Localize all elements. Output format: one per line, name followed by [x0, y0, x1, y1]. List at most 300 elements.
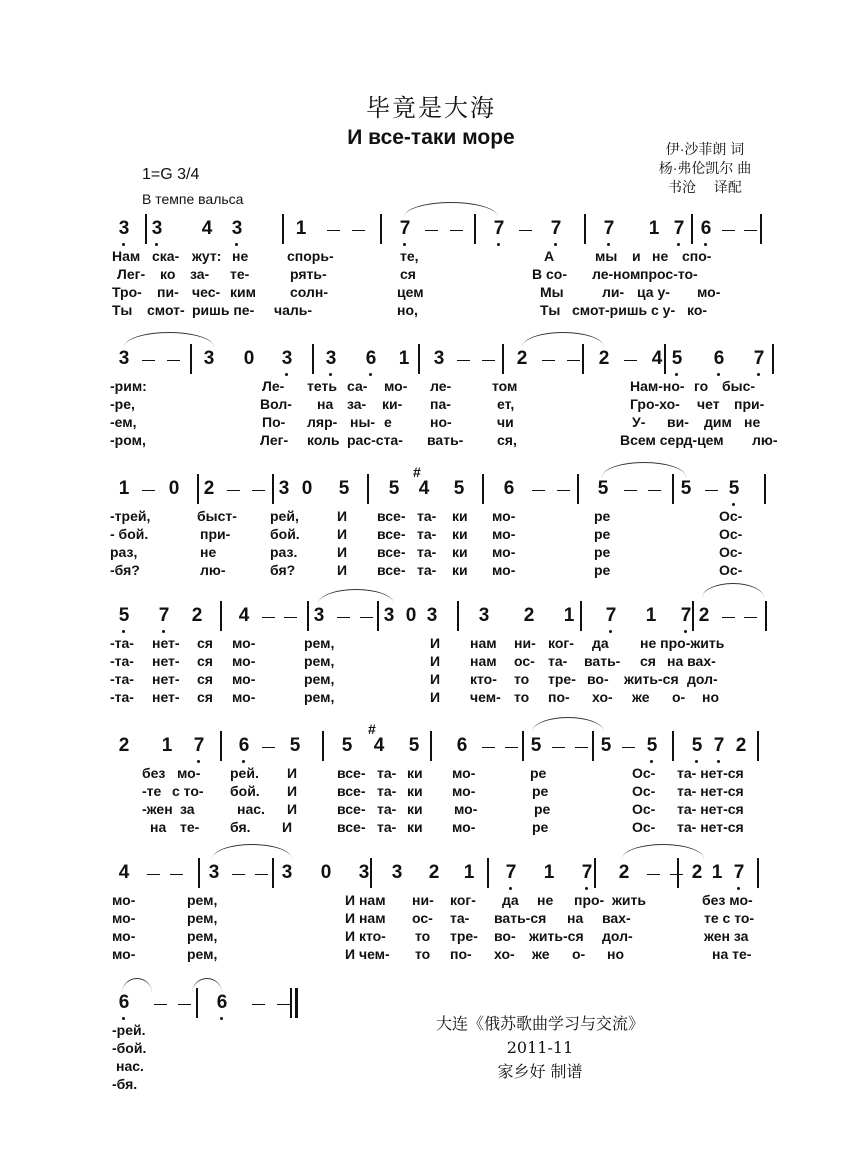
note: 2 [618, 862, 630, 883]
lyrics-verse-3 [112, 284, 772, 301]
note: 5 [600, 735, 612, 756]
lyric-syllable: та- [417, 508, 437, 524]
lyric-syllable: жен за [704, 928, 749, 944]
lyric-syllable: мо- [232, 689, 256, 705]
lyric-syllable: ки [407, 801, 423, 817]
extension-dash [262, 747, 275, 748]
barline [220, 731, 222, 761]
footer-author: 家乡好 制谱 [497, 1062, 583, 1081]
lyric-syllable: А [544, 248, 555, 264]
lyric-syllable: мо- [112, 910, 136, 926]
lyric-syllable: ли- [602, 284, 625, 300]
lyric-syllable: мо- [492, 526, 516, 542]
barline [322, 731, 324, 761]
lyric-syllable: Мы [540, 284, 564, 300]
note: 5 [646, 735, 658, 756]
lyric-syllable: все- [377, 544, 406, 560]
composer-credit: 杨·弗伦凯尔 曲 [658, 160, 752, 176]
note: 7 [733, 862, 745, 883]
notation-row [112, 348, 772, 376]
lyric-syllable: смот- [147, 302, 185, 318]
lyric-syllable: ко [160, 266, 176, 282]
lyric-syllable: на [150, 819, 167, 835]
note: 3 [208, 862, 220, 883]
lyric-syllable: мо- [232, 635, 256, 651]
note: 7 [505, 862, 517, 883]
lyric-syllable: то [514, 671, 530, 687]
lyric-syllable: В со- [532, 266, 567, 282]
extension-dash [575, 747, 588, 748]
note: 0 [405, 605, 417, 626]
credits [650, 140, 760, 197]
lyric-syllable: чи [497, 414, 514, 430]
note: 1 [398, 348, 410, 369]
lyric-syllable: ре [594, 544, 611, 560]
lyric-syllable: да [502, 892, 519, 908]
barline [220, 601, 222, 631]
lyric-syllable: рем, [187, 946, 218, 962]
lyric-syllable: И [430, 689, 441, 705]
lyric-syllable: рей, [270, 508, 299, 524]
lyric-syllable: жут: [192, 248, 222, 264]
lyric-syllable: И чем- [345, 946, 390, 962]
lyric-syllable: по- [450, 946, 472, 962]
lyric-syllable: хо- [494, 946, 515, 962]
note: 3 [358, 862, 370, 883]
barline [190, 344, 192, 374]
lyric-syllable: все- [337, 801, 366, 817]
lyric-syllable: лю- [200, 562, 226, 578]
extension-dash [178, 1004, 191, 1005]
note: 5 [530, 735, 542, 756]
note: 1 [648, 218, 660, 239]
footer-source: 大连《俄苏歌曲学习与交流》 [435, 1014, 644, 1033]
note: 1 [118, 478, 130, 499]
lyric-syllable: рас-ста- [347, 432, 403, 448]
barline [757, 858, 759, 888]
lyric-syllable: не [652, 248, 669, 264]
lyric-syllable: мо- [177, 765, 201, 781]
lyric-syllable: по- [548, 689, 570, 705]
barline [664, 344, 666, 374]
note: 1 [463, 862, 475, 883]
lyric-syllable: -рим: [110, 378, 147, 394]
lyric-syllable: на [317, 396, 334, 412]
lyric-syllable: пи- [157, 284, 179, 300]
lyric-syllable: спо- [682, 248, 712, 264]
note: 5 [408, 735, 420, 756]
lyric-syllable: И нам [345, 892, 386, 908]
lyric-syllable: ле-ном [592, 266, 641, 282]
notation-row [112, 218, 772, 246]
barline [772, 344, 774, 374]
lyric-syllable: ким [230, 284, 256, 300]
lyric-syllable: мо- [112, 946, 136, 962]
lyric-syllable: то [415, 946, 431, 962]
lyric-syllable: И [282, 819, 293, 835]
note: 5 [341, 735, 353, 756]
lyric-syllable: И [337, 508, 348, 524]
notation-row [112, 605, 772, 633]
barline [370, 858, 372, 888]
extension-dash [482, 747, 495, 748]
lyric-syllable: рем, [304, 689, 335, 705]
note: 7 [493, 218, 505, 239]
barline [760, 214, 762, 244]
tempo-marking: В темпе вальса [142, 191, 244, 207]
barline [367, 474, 369, 504]
lyrics-verse-4 [112, 302, 772, 319]
lyric-syllable: все- [337, 783, 366, 799]
note: 3 [391, 862, 403, 883]
lyric-syllable: Лег- [260, 432, 289, 448]
lyric-syllable: бой. [230, 783, 260, 799]
note: 3 [203, 348, 215, 369]
note: 6 [700, 218, 712, 239]
lyric-syllable: Ос- [632, 765, 656, 781]
note: 7 [550, 218, 562, 239]
lyric-syllable: да [592, 635, 609, 651]
lyric-syllable: ся [197, 671, 213, 687]
lyric-syllable: ки [452, 562, 468, 578]
lyric-syllable: И [287, 801, 298, 817]
lyrics-verse-2 [112, 910, 772, 927]
note: 5 [453, 478, 465, 499]
extension-dash [425, 230, 438, 231]
extension-dash [262, 617, 275, 618]
lyric-syllable: кто- [470, 671, 497, 687]
lyric-syllable: вать- [427, 432, 464, 448]
lyric-syllable: за- [190, 266, 210, 282]
lyric-syllable: раз, [110, 544, 138, 560]
lyric-syllable: солн- [290, 284, 329, 300]
lyric-syllable: с то- [172, 783, 204, 799]
note: 3 [383, 605, 395, 626]
barline [592, 731, 594, 761]
note: 5 [728, 478, 740, 499]
lyric-syllable: Лег- [117, 266, 146, 282]
lyric-syllable: ся, [497, 432, 517, 448]
lyric-syllable: то [415, 928, 431, 944]
lyric-syllable: жить-ся [529, 928, 584, 944]
lyric-syllable: го [694, 378, 709, 394]
note: 7 [680, 605, 692, 626]
lyric-syllable: Ос- [719, 562, 743, 578]
lyric-syllable: ос- [514, 653, 535, 669]
extension-dash [532, 490, 545, 491]
barline [380, 214, 382, 244]
barline [418, 344, 420, 374]
note: 5 [671, 348, 683, 369]
barline [764, 474, 766, 504]
lyric-syllable: Нам [112, 248, 141, 264]
lyric-syllable: но [607, 946, 625, 962]
lyric-syllable: ришь пе- [192, 302, 255, 318]
lyric-syllable: те, [400, 248, 419, 264]
lyric-syllable: рем, [187, 910, 218, 926]
lyric-syllable: не [537, 892, 554, 908]
lyric-syllable: ет, [497, 396, 515, 412]
note: 6 [216, 992, 228, 1013]
score-system [110, 464, 772, 598]
barline [577, 474, 579, 504]
tie-slur [404, 202, 498, 217]
lyrics-verse-3 [112, 928, 772, 945]
lyric-syllable: -жен [142, 801, 173, 817]
lyric-syllable: ки [407, 765, 423, 781]
note: 4 [238, 605, 250, 626]
note: 2 [735, 735, 747, 756]
lyric-syllable: о- [672, 689, 686, 705]
note: 6 [713, 348, 725, 369]
lyric-syllable: дим [704, 414, 732, 430]
lyric-syllable: ца у- [637, 284, 670, 300]
lyric-syllable: не [232, 248, 249, 264]
lyric-syllable: не [200, 544, 217, 560]
barline [672, 731, 674, 761]
lyric-syllable: том [492, 378, 518, 394]
lyric-syllable: ся [197, 635, 213, 651]
lyric-syllable: ос- [412, 910, 433, 926]
barline [272, 858, 274, 888]
lyric-syllable: бя? [270, 562, 296, 578]
lyric-syllable: ны- [350, 414, 376, 430]
lyric-syllable: Тро- [112, 284, 142, 300]
note: 7 [603, 218, 615, 239]
lyric-syllable: ки- [382, 396, 403, 412]
barline [582, 344, 584, 374]
lyric-syllable: же [632, 689, 650, 705]
lyric-syllable: дол- [687, 671, 718, 687]
lyric-syllable: ляр- [307, 414, 338, 430]
lyric-syllable: мы [595, 248, 618, 264]
lyrics-verse-4 [112, 562, 772, 579]
lyric-syllable: нет- [152, 653, 180, 669]
barline [474, 214, 476, 244]
lyric-syllable: са- [347, 378, 368, 394]
lyric-syllable: та- [417, 526, 437, 542]
note: 2 [118, 735, 130, 756]
lyric-syllable: ся [400, 266, 416, 282]
lyric-syllable: о- [572, 946, 586, 962]
lyric-syllable: ко- [687, 302, 708, 318]
lyric-syllable: мо- [112, 892, 136, 908]
extension-dash [232, 874, 245, 875]
lyric-syllable: ки [452, 544, 468, 560]
note: 3 [118, 348, 130, 369]
note: 5 [118, 605, 130, 626]
lyric-syllable: те- [180, 819, 200, 835]
lyric-syllable: мо- [112, 928, 136, 944]
lyrics-verse-3 [112, 544, 772, 561]
extension-dash [154, 1004, 167, 1005]
extension-dash [170, 874, 183, 875]
lyric-syllable: вать-ся [494, 910, 547, 926]
lyric-syllable: И [430, 671, 441, 687]
lyrics-verse-2 [112, 653, 772, 670]
lyric-syllable: -ром, [110, 432, 146, 448]
note: 3 [433, 348, 445, 369]
key-time-signature: 1=G 3/4 [142, 166, 200, 183]
extension-dash [360, 617, 373, 618]
barline [487, 858, 489, 888]
lyric-syllable: рем, [304, 635, 335, 651]
extension-dash [557, 490, 570, 491]
lyric-syllable: мо- [452, 783, 476, 799]
extension-dash [624, 490, 637, 491]
lyric-syllable: Ле- [262, 378, 285, 394]
extension-dash [252, 490, 265, 491]
barline [457, 601, 459, 631]
note: 7 [399, 218, 411, 239]
note: 7 [673, 218, 685, 239]
barline [282, 214, 284, 244]
lyric-syllable: ре [532, 783, 549, 799]
lyric-syllable: все- [337, 819, 366, 835]
extension-dash [227, 490, 240, 491]
barline [198, 858, 200, 888]
lyrics-verse-1 [112, 635, 772, 652]
lyric-syllable: мо- [492, 562, 516, 578]
lyric-syllable: быст- [197, 508, 237, 524]
note: 1 [563, 605, 575, 626]
final-barline [290, 988, 292, 1018]
extension-dash [352, 230, 365, 231]
barline [145, 214, 147, 244]
lyric-syllable: ле- [430, 378, 452, 394]
lyric-syllable: Гро-хо- [630, 396, 680, 412]
lyrics-verse-2 [112, 783, 772, 800]
lyric-syllable: ре [594, 562, 611, 578]
lyrics-verse-1 [112, 765, 772, 782]
barline [584, 214, 586, 244]
note: 6 [365, 348, 377, 369]
barline [482, 474, 484, 504]
lyric-syllable: та- [450, 910, 470, 926]
lyric-syllable: та- [377, 783, 397, 799]
lyric-syllable: но, [397, 302, 418, 318]
lyric-syllable: нам [470, 653, 497, 669]
lyric-syllable: И [287, 765, 298, 781]
note: 2 [516, 348, 528, 369]
lyric-syllable: Ты [540, 302, 561, 318]
lyric-syllable: Всем серд-цем [620, 432, 724, 448]
lyric-syllable: мо- [452, 819, 476, 835]
lyric-syllable: все- [377, 508, 406, 524]
lyric-syllable: не про-жить [640, 635, 725, 651]
note: 6 [503, 478, 515, 499]
note: 6 [118, 992, 130, 1013]
lyric-syllable: И [430, 635, 441, 651]
note: 2 [691, 862, 703, 883]
lyric-syllable: же [532, 946, 550, 962]
note: 2 [698, 605, 710, 626]
lyric-syllable: ви- [667, 414, 689, 430]
lyric-syllable: мо- [454, 801, 478, 817]
title-russian: И все-таки море [347, 126, 515, 149]
lyric-syllable: ког- [450, 892, 476, 908]
score-system [112, 862, 772, 982]
note: 1 [645, 605, 657, 626]
lyric-syllable: - бой. [110, 526, 149, 542]
note: 6 [456, 735, 468, 756]
extension-dash [457, 360, 470, 361]
barline [522, 731, 524, 761]
lyric-syllable: при- [734, 396, 765, 412]
lyric-syllable: па- [430, 396, 451, 412]
lyric-syllable: Нам-но- [630, 378, 685, 394]
extension-dash [622, 747, 635, 748]
note: 2 [203, 478, 215, 499]
barline [672, 474, 674, 504]
lyric-syllable: ре [594, 508, 611, 524]
lyric-syllable: Ос- [632, 819, 656, 835]
barline [691, 214, 693, 244]
final-barline [295, 988, 298, 1018]
lyric-syllable: бой. [270, 526, 300, 542]
extension-dash [647, 874, 660, 875]
note: 5 [680, 478, 692, 499]
lyric-syllable: ни- [412, 892, 434, 908]
extension-dash [744, 617, 757, 618]
extension-dash [142, 490, 155, 491]
note: 3 [325, 348, 337, 369]
note: 4 [418, 478, 430, 499]
lyric-syllable: про- [574, 892, 605, 908]
lyric-syllable: ре [532, 819, 549, 835]
lyric-syllable: та- [377, 819, 397, 835]
lyric-syllable: мо- [492, 508, 516, 524]
extension-dash [147, 874, 160, 875]
lyric-syllable: мо- [232, 653, 256, 669]
lyric-syllable: ки [407, 819, 423, 835]
note: 1 [711, 862, 723, 883]
note: 2 [191, 605, 203, 626]
lyric-syllable: ся [197, 653, 213, 669]
footer [380, 1012, 700, 1084]
lyric-syllable: цем [397, 284, 424, 300]
translator-credit: 书沧 译配 [668, 179, 742, 195]
extension-dash [552, 747, 565, 748]
barline [197, 474, 199, 504]
lyric-syllable: И [430, 653, 441, 669]
note: 7 [581, 862, 593, 883]
note: 7 [605, 605, 617, 626]
extension-dash [482, 360, 495, 361]
lyric-syllable: -трей, [110, 508, 151, 524]
note: 0 [320, 862, 332, 883]
lyricist-credit: 伊·沙菲朗 词 [665, 141, 745, 157]
lyrics-verse-1 [112, 248, 772, 265]
lyric-syllable: хо- [592, 689, 613, 705]
lyric-syllable: те с то- [704, 910, 755, 926]
lyric-syllable: Ос- [719, 544, 743, 560]
note: 4 [201, 218, 213, 239]
lyrics-verse-1 [112, 378, 772, 395]
score-system [112, 218, 772, 338]
extension-dash [705, 490, 718, 491]
lyric-syllable: ре [594, 526, 611, 542]
lyric-syllable: -бой. [112, 1040, 147, 1056]
lyrics-verse-3 [112, 801, 772, 818]
lyrics-verse-4 [112, 946, 772, 963]
note: 1 [543, 862, 555, 883]
lyric-syllable: ре [530, 765, 547, 781]
extension-dash [744, 230, 757, 231]
lyrics-verse-2 [112, 266, 772, 283]
lyric-syllable: жить [612, 892, 646, 908]
sharp-icon: # [368, 721, 376, 737]
